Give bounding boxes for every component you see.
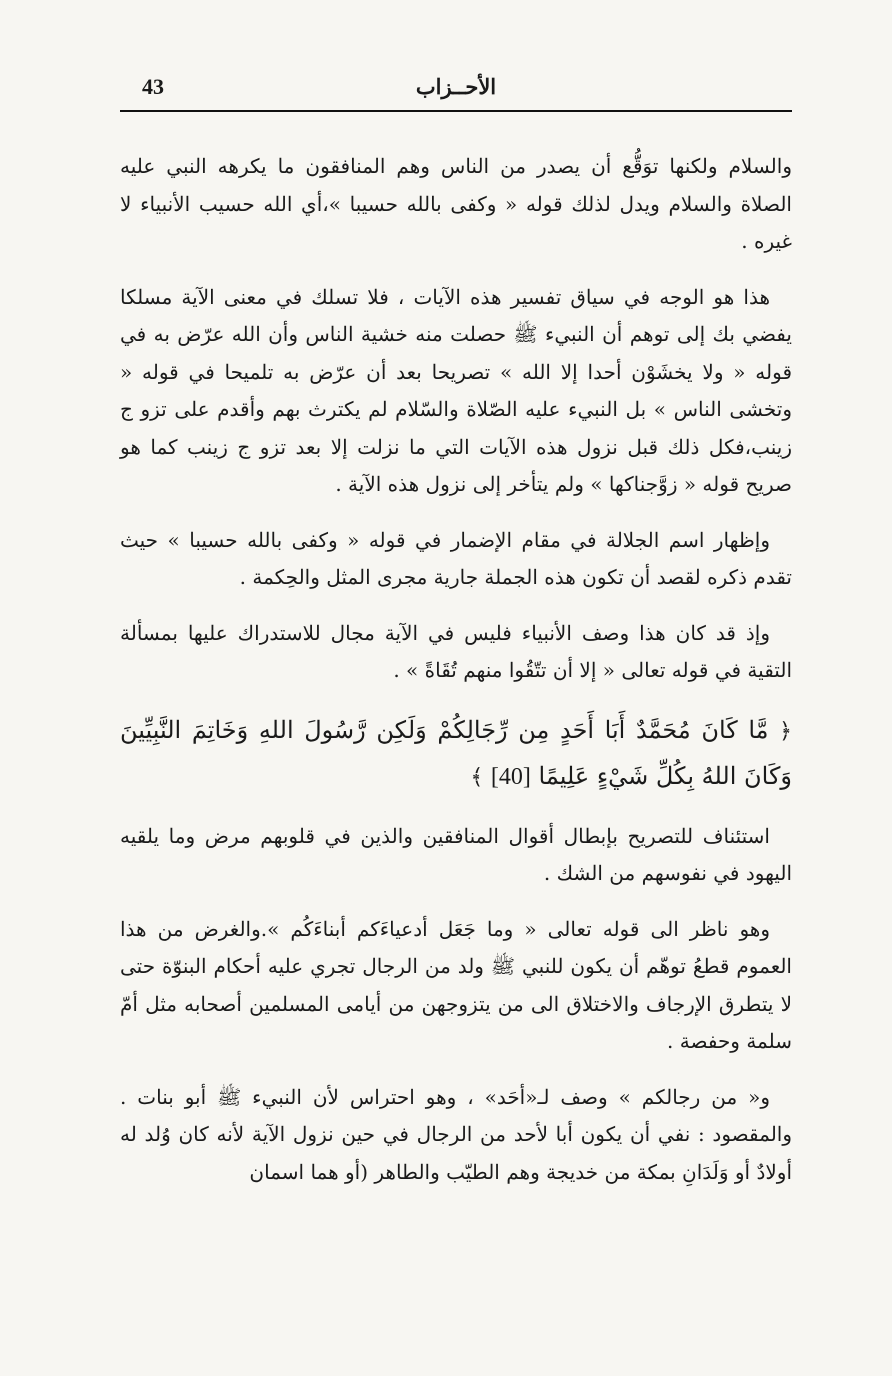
paragraph: و« من رجالكم » وصف لـ«أحَد» ، وهو احتراس لأن النبيء ﷺ أبو بنات . والمقصود : نفي أن يكون أبا لأحد من الرجال في حين نزول الآية لأنه كان وُلد له أولادٌ أو وَلَدَانِ بمكة من خديجة وهم الطيّب والطاهر (أو هما اسمان: [120, 1084, 792, 1184]
verse-text: مَّا كَانَ مُحَمَّدٌ أَبَا أَحَدٍ مِن رِّجَالِكُمْ وَلَكِن رَّسُولَ اللهِ وَخَاتِمَ النَّبِيِّينَ وَكَانَ اللهُ بِكُلِّ شَيْءٍ عَلِيمًا: [120, 715, 792, 790]
paragraph: هذا هو الوجه في سياق تفسير هذه الآيات ، فلا تسلك في معنى الآية مسلكا يفضي بك إلى توهم أن النبيء ﷺ حصلت منه خشية الناس وأن الله عرّض به في قوله « ولا يخشَوْن أحدا إلا الله » تصريحا بعد أن عرّض به تلميحا في قوله « وتخشى الناس » بل النبيء عليه الصّلاة والسّلام لم يكترث بهم وأقدم على تزو ج زينب،فكل ذلك قبل نزول هذه الآيات التي ما نزلت إلا بعد تزو ج زينب كما هو صريح قوله « زوَّجناكها » ولم يتأخر إلى نزول هذه الآية .: [120, 284, 792, 496]
quran-verse: [120, 708, 792, 800]
paragraph: وهو ناظر الى قوله تعالى « وما جَعَل أدعياءَكم أبناءَكُم ».والغرض من هذا العموم قطعُ توهّم أن يكون للنبي ﷺ ولد من الرجال تجري عليه أحكام البنوّة حتى لا يتطرق الإرجاف والاختلاق الى من يتزوجهن من أيامى المسلمين أصحابه مثل أمّ سلمة وحفصة .: [120, 916, 792, 1053]
header-rule: [120, 110, 792, 112]
paragraph: وإذ قد كان هذا وصف الأنبياء فليس في الآية مجال للاستدراك عليها بمسألة التقية في قوله تعالى « إلا أن تتّقُوا منهم تُقَاةً » .: [120, 620, 792, 682]
paragraph: وإظهار اسم الجلالة في مقام الإضمار في قوله « وكفى بالله حسيبا » حيث تقدم ذكره لقصد أن تكون هذه الجملة جارية مجرى المثل والحِكمة .: [120, 527, 792, 589]
verse-open-brace: ﴿: [779, 718, 792, 744]
verse-number: [40]: [490, 763, 531, 790]
running-title: الأحــزاب: [415, 74, 497, 99]
paragraph: استئناف للتصريح بإبطال أقوال المنافقين والذين في قلوبهم مرض وما يلقيه اليهود في نفوسهم من الشك .: [120, 823, 792, 885]
page-header: [120, 70, 792, 110]
paragraph: والسلام ولكنها توَقُّع أن يصدر من الناس وهم المنافقون ما يكرهه النبي عليه الصلاة والسلام ويدل لذلك قوله « وكفى بالله حسيبا »،أي الله حسيب الأنبياء لا غيره .: [120, 154, 792, 253]
page-number: 43: [142, 74, 164, 99]
body-text: [120, 148, 792, 1209]
verse-close-brace: ﴾: [470, 764, 484, 790]
